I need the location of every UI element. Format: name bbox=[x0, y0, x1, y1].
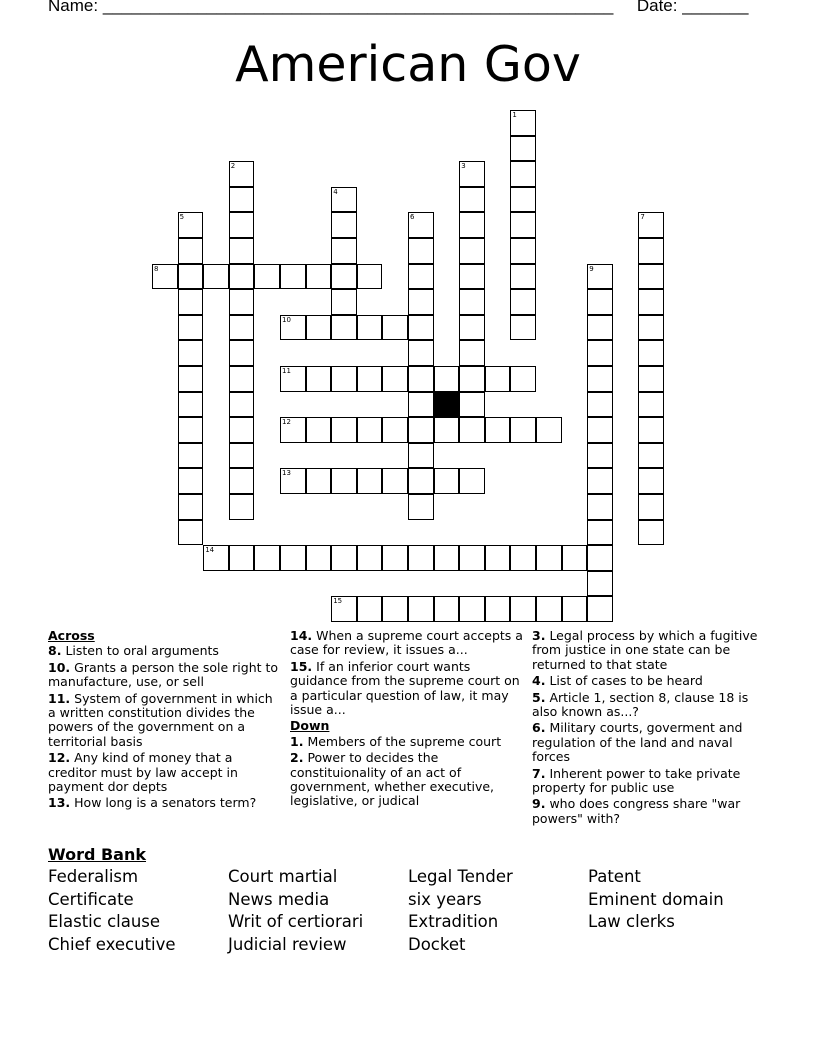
clue-text: When a supreme court accepts a case for review, it issues a... bbox=[290, 628, 523, 658]
across-clue bbox=[290, 629, 526, 658]
crossword-cell[interactable] bbox=[510, 366, 536, 392]
crossword-cell[interactable] bbox=[331, 238, 357, 264]
crossword-cell[interactable] bbox=[280, 545, 306, 571]
crossword-cell[interactable] bbox=[382, 468, 408, 494]
clue-number-label: 11 bbox=[282, 367, 291, 375]
crossword-cell[interactable] bbox=[638, 315, 664, 341]
crossword-cell[interactable] bbox=[485, 366, 511, 392]
crossword-cell[interactable] bbox=[434, 366, 460, 392]
crossword-cell[interactable] bbox=[485, 596, 511, 622]
clues-column-3 bbox=[532, 629, 768, 828]
crossword-cell[interactable] bbox=[434, 417, 460, 443]
crossword-cell[interactable] bbox=[280, 468, 306, 494]
clue-number: 2. bbox=[290, 750, 304, 766]
crossword-cell[interactable] bbox=[382, 315, 408, 341]
crossword-cell[interactable] bbox=[408, 212, 434, 238]
clue-number-label: 3 bbox=[461, 162, 466, 171]
crossword-cell[interactable] bbox=[280, 417, 306, 443]
across-heading: Across bbox=[48, 628, 95, 643]
crossword-cell[interactable] bbox=[562, 545, 588, 571]
crossword-cell[interactable] bbox=[485, 545, 511, 571]
crossword-cell[interactable] bbox=[178, 443, 204, 469]
down-clue bbox=[532, 674, 768, 688]
word-bank-item: Court martial bbox=[228, 867, 338, 886]
crossword-cell[interactable] bbox=[229, 212, 255, 238]
clue-number-label: 5 bbox=[179, 213, 185, 222]
crossword-cell[interactable] bbox=[638, 520, 664, 546]
crossword-cell[interactable] bbox=[459, 238, 485, 264]
word-bank-item: Legal Tender bbox=[408, 867, 513, 886]
clue-number: 1. bbox=[290, 733, 304, 749]
crossword-cell[interactable] bbox=[459, 468, 485, 494]
across-clue bbox=[48, 796, 280, 810]
crossword-cell[interactable] bbox=[178, 366, 204, 392]
down-clue bbox=[532, 691, 768, 720]
crossword-cell[interactable] bbox=[510, 315, 536, 341]
crossword-cell[interactable] bbox=[408, 340, 434, 366]
clue-number-label: 10 bbox=[282, 315, 291, 324]
crossword-cell[interactable] bbox=[229, 545, 255, 571]
crossword-cell[interactable] bbox=[485, 417, 511, 443]
word-bank-item: six years bbox=[408, 889, 482, 909]
crossword-cell[interactable] bbox=[382, 366, 408, 392]
crossword-cell[interactable] bbox=[587, 264, 613, 290]
crossword-cell[interactable] bbox=[229, 468, 255, 494]
down-clue bbox=[290, 751, 526, 809]
crossword-cell[interactable] bbox=[434, 545, 460, 571]
crossword-cell[interactable] bbox=[229, 340, 255, 366]
crossword-cell[interactable] bbox=[229, 187, 255, 213]
clues-column-2 bbox=[290, 629, 526, 811]
crossword-cell[interactable] bbox=[459, 545, 485, 571]
crossword-cell[interactable] bbox=[459, 417, 485, 443]
crossword-cell[interactable] bbox=[587, 392, 613, 418]
clue-number: 14. bbox=[290, 628, 313, 643]
crossword-cell[interactable] bbox=[587, 494, 613, 520]
word-bank-item: Extradition bbox=[408, 912, 499, 932]
page-title: American Gov bbox=[235, 36, 581, 93]
crossword-cell[interactable] bbox=[459, 340, 485, 366]
date-field[interactable]: _______ bbox=[682, 0, 749, 15]
crossword-cell[interactable] bbox=[587, 289, 613, 315]
clue-number: 7. bbox=[532, 765, 546, 781]
clue-text: who does congress share "war powers" with? bbox=[532, 796, 741, 826]
crossword-cell[interactable] bbox=[306, 264, 332, 290]
crossword-cell[interactable] bbox=[536, 545, 562, 571]
clue-number: 15. bbox=[290, 658, 313, 674]
clue-text: Legal process by which a fugitive from justice in one state can be returned to that state bbox=[532, 628, 758, 672]
crossword-cell[interactable] bbox=[638, 417, 664, 443]
crossword-cell[interactable] bbox=[331, 315, 357, 341]
down-heading: Down bbox=[290, 718, 330, 734]
word-bank-item: Federalism bbox=[48, 867, 139, 886]
crossword-cell[interactable] bbox=[306, 417, 332, 443]
crossword-cell[interactable] bbox=[254, 545, 280, 571]
crossword-cell[interactable] bbox=[510, 289, 536, 315]
clue-number-label: 12 bbox=[282, 418, 291, 427]
clue-number: 11. bbox=[48, 690, 71, 706]
crossword-cell[interactable] bbox=[229, 238, 255, 264]
crossword-cell[interactable] bbox=[331, 264, 357, 290]
crossword-cell[interactable] bbox=[229, 161, 255, 187]
blocked-cell bbox=[434, 392, 460, 418]
name-label: Name: bbox=[48, 0, 99, 15]
crossword-cell[interactable] bbox=[408, 443, 434, 469]
clue-text: Inherent power to take private property for public use bbox=[532, 765, 741, 796]
across-clue bbox=[48, 661, 280, 690]
clue-text: List of cases to be heard bbox=[549, 673, 703, 689]
word-bank-column bbox=[408, 866, 513, 956]
date-label: Date: bbox=[636, 0, 678, 15]
crossword-cell[interactable] bbox=[229, 443, 255, 469]
clue-text: Article 1, section 8, clause 18 is also known as...? bbox=[532, 689, 749, 720]
crossword-cell[interactable] bbox=[638, 468, 664, 494]
crossword-cell[interactable] bbox=[408, 417, 434, 443]
crossword-cell[interactable] bbox=[459, 392, 485, 418]
word-bank-column bbox=[588, 866, 724, 934]
down-clue bbox=[532, 767, 768, 796]
crossword-cell[interactable] bbox=[178, 315, 204, 341]
across-clue bbox=[48, 692, 280, 750]
crossword-cell[interactable] bbox=[510, 136, 536, 162]
crossword-cell[interactable] bbox=[178, 468, 204, 494]
word-bank-item: Patent bbox=[588, 867, 641, 886]
clue-number-label: 7 bbox=[640, 213, 645, 222]
crossword-cell[interactable] bbox=[510, 187, 536, 213]
crossword-cell[interactable] bbox=[203, 545, 229, 571]
crossword-cell[interactable] bbox=[306, 468, 332, 494]
clue-number-label: 13 bbox=[282, 469, 291, 478]
crossword-cell[interactable] bbox=[408, 238, 434, 264]
clue-number: 10. bbox=[48, 659, 71, 675]
crossword-cell[interactable] bbox=[254, 264, 280, 290]
crossword-cell[interactable] bbox=[306, 315, 332, 341]
clues-column-1 bbox=[48, 629, 280, 813]
crossword-cell[interactable] bbox=[638, 494, 664, 520]
crossword-cell[interactable] bbox=[510, 161, 536, 187]
crossword-cell[interactable] bbox=[331, 187, 357, 213]
crossword-cell[interactable] bbox=[408, 289, 434, 315]
crossword-cell[interactable] bbox=[280, 315, 306, 341]
crossword-cell[interactable] bbox=[638, 392, 664, 418]
crossword-cell[interactable] bbox=[638, 264, 664, 290]
clue-text: System of government in which a written constitution divides the powers of the government on a territorial basis bbox=[48, 690, 273, 749]
word-bank-item: Elastic clause bbox=[48, 912, 161, 932]
clue-number: 9. bbox=[532, 796, 546, 812]
crossword-cell[interactable] bbox=[408, 392, 434, 418]
crossword-cell[interactable] bbox=[510, 264, 536, 290]
word-bank-item: Law clerks bbox=[588, 912, 675, 932]
crossword-cell[interactable] bbox=[562, 596, 588, 622]
crossword-cell[interactable] bbox=[459, 289, 485, 315]
crossword-cell[interactable] bbox=[510, 212, 536, 238]
crossword-cell[interactable] bbox=[459, 366, 485, 392]
crossword-cell[interactable] bbox=[408, 545, 434, 571]
clue-number-label: 14 bbox=[205, 546, 215, 555]
clue-number-label: 2 bbox=[230, 162, 236, 171]
crossword-cell[interactable] bbox=[178, 392, 204, 418]
crossword-cell[interactable] bbox=[587, 340, 613, 366]
down-clue bbox=[532, 797, 768, 826]
clue-number: 3. bbox=[532, 628, 546, 643]
crossword-cell[interactable] bbox=[331, 289, 357, 315]
crossword-cell[interactable] bbox=[510, 545, 536, 571]
crossword-cell[interactable] bbox=[459, 264, 485, 290]
crossword-cell[interactable] bbox=[408, 366, 434, 392]
clue-text: Power to decides the constituionality of an act of government, whether executive, legislative, or judical bbox=[290, 750, 495, 809]
clue-number: 12. bbox=[48, 750, 71, 766]
crossword-cell[interactable] bbox=[587, 443, 613, 469]
crossword-cell[interactable] bbox=[357, 417, 383, 443]
name-date-header bbox=[48, 0, 768, 16]
clue-text: How long is a senators term? bbox=[74, 795, 257, 811]
crossword-cell[interactable] bbox=[638, 366, 664, 392]
clue-text: If an inferior court wants guidance from the supreme court on a particular question of law, it may issue a... bbox=[290, 658, 520, 718]
crossword-cell[interactable] bbox=[382, 417, 408, 443]
word-bank-item: News media bbox=[228, 889, 330, 909]
crossword-cell[interactable] bbox=[178, 494, 204, 520]
crossword-cell[interactable] bbox=[459, 596, 485, 622]
crossword-cell[interactable] bbox=[357, 545, 383, 571]
crossword-cell[interactable] bbox=[638, 340, 664, 366]
crossword-cell[interactable] bbox=[331, 212, 357, 238]
crossword-cell[interactable] bbox=[587, 520, 613, 546]
crossword-cell[interactable] bbox=[357, 468, 383, 494]
clue-number: 4. bbox=[532, 673, 546, 689]
crossword-cell[interactable] bbox=[587, 417, 613, 443]
crossword-cell[interactable] bbox=[331, 468, 357, 494]
crossword-cell[interactable] bbox=[357, 315, 383, 341]
crossword-cell[interactable] bbox=[331, 417, 357, 443]
crossword-cell[interactable] bbox=[178, 340, 204, 366]
crossword-cell[interactable] bbox=[306, 545, 332, 571]
crossword-cell[interactable] bbox=[459, 161, 485, 187]
crossword-cell[interactable] bbox=[408, 468, 434, 494]
crossword-cell[interactable] bbox=[587, 366, 613, 392]
crossword-cell[interactable] bbox=[229, 417, 255, 443]
down-clue bbox=[532, 629, 768, 672]
crossword-cell[interactable] bbox=[536, 596, 562, 622]
clue-text: Any kind of money that a creditor must by law accept in payment dor depts bbox=[48, 750, 238, 795]
clue-number: 8. bbox=[48, 643, 62, 659]
across-clue bbox=[290, 660, 526, 718]
crossword-cell[interactable] bbox=[510, 596, 536, 622]
crossword-cell[interactable] bbox=[382, 545, 408, 571]
crossword-cell[interactable] bbox=[331, 596, 357, 622]
crossword-cell[interactable] bbox=[382, 596, 408, 622]
crossword-cell[interactable] bbox=[178, 212, 204, 238]
clue-number: 5. bbox=[532, 689, 546, 705]
crossword-cell[interactable] bbox=[229, 315, 255, 341]
crossword-cell[interactable] bbox=[434, 468, 460, 494]
crossword-cell[interactable] bbox=[178, 417, 204, 443]
word-bank-column bbox=[48, 866, 176, 956]
across-clue bbox=[48, 644, 280, 658]
crossword-cell[interactable] bbox=[510, 417, 536, 443]
crossword-cell[interactable] bbox=[229, 494, 255, 520]
word-bank-column bbox=[228, 866, 363, 956]
crossword-cell[interactable] bbox=[459, 187, 485, 213]
clue-text: Members of the supreme court bbox=[307, 733, 502, 749]
clue-number-label: 15 bbox=[333, 597, 343, 606]
crossword-cell[interactable] bbox=[331, 545, 357, 571]
down-clue bbox=[532, 721, 768, 764]
crossword-cell[interactable] bbox=[357, 596, 383, 622]
crossword-cell[interactable] bbox=[459, 315, 485, 341]
crossword-cell[interactable] bbox=[638, 289, 664, 315]
crossword-cell[interactable] bbox=[178, 264, 204, 290]
clue-text: Grants a person the sole right to manufacture, use, or sell bbox=[48, 659, 279, 690]
word-bank-item: Writ of certiorari bbox=[228, 912, 364, 932]
crossword-cell[interactable] bbox=[638, 238, 664, 264]
crossword-cell[interactable] bbox=[408, 494, 434, 520]
crossword-cell[interactable] bbox=[587, 596, 613, 622]
crossword-cell[interactable] bbox=[280, 366, 306, 392]
crossword-cell[interactable] bbox=[229, 392, 255, 418]
across-clue bbox=[48, 751, 280, 794]
word-bank-item: Eminent domain bbox=[588, 889, 724, 909]
crossword-cell[interactable] bbox=[510, 110, 536, 136]
word-bank-title: Word Bank bbox=[48, 845, 147, 864]
crossword-cell[interactable] bbox=[306, 366, 332, 392]
crossword-cell[interactable] bbox=[587, 315, 613, 341]
clue-text: Military courts, goverment and regulation of the land and naval forces bbox=[532, 720, 743, 765]
crossword-cell[interactable] bbox=[434, 596, 460, 622]
crossword-cell[interactable] bbox=[229, 366, 255, 392]
crossword-cell[interactable] bbox=[408, 264, 434, 290]
name-field[interactable]: ______________________________________________________ bbox=[102, 0, 614, 15]
crossword-cell[interactable] bbox=[587, 545, 613, 571]
crossword-cell[interactable] bbox=[638, 443, 664, 469]
word-bank-item: Docket bbox=[408, 934, 466, 954]
clue-number-label: 8 bbox=[154, 264, 159, 273]
down-clue bbox=[290, 735, 526, 749]
crossword-cell[interactable] bbox=[229, 264, 255, 290]
clue-number: 6. bbox=[532, 720, 546, 736]
crossword-cell[interactable] bbox=[331, 366, 357, 392]
crossword-cell[interactable] bbox=[178, 520, 204, 546]
crossword-cell[interactable] bbox=[587, 571, 613, 597]
crossword-cell[interactable] bbox=[638, 212, 664, 238]
word-bank-item: Judicial review bbox=[228, 934, 347, 954]
word-bank-item: Certificate bbox=[48, 889, 134, 909]
crossword-cell[interactable] bbox=[203, 264, 229, 290]
crossword-cell[interactable] bbox=[536, 417, 562, 443]
clue-number-label: 4 bbox=[333, 187, 338, 196]
clue-number-label: 9 bbox=[589, 264, 594, 273]
clue-text: Listen to oral arguments bbox=[65, 643, 219, 659]
crossword-cell[interactable] bbox=[229, 289, 255, 315]
crossword-cell[interactable] bbox=[178, 289, 204, 315]
crossword-cell[interactable] bbox=[510, 238, 536, 264]
crossword-cell[interactable] bbox=[178, 238, 204, 264]
crossword-cell[interactable] bbox=[357, 366, 383, 392]
crossword-cell[interactable] bbox=[357, 264, 383, 290]
clue-number: 13. bbox=[48, 795, 71, 811]
crossword-cell[interactable] bbox=[587, 468, 613, 494]
crossword-cell[interactable] bbox=[459, 212, 485, 238]
crossword-cell[interactable] bbox=[152, 264, 178, 290]
word-bank-item: Chief executive bbox=[48, 934, 176, 954]
crossword-cell[interactable] bbox=[408, 315, 434, 341]
clue-number-label: 1 bbox=[512, 111, 517, 119]
crossword-cell[interactable] bbox=[280, 264, 306, 290]
clue-number-label: 6 bbox=[410, 213, 415, 222]
crossword-cell[interactable] bbox=[408, 596, 434, 622]
